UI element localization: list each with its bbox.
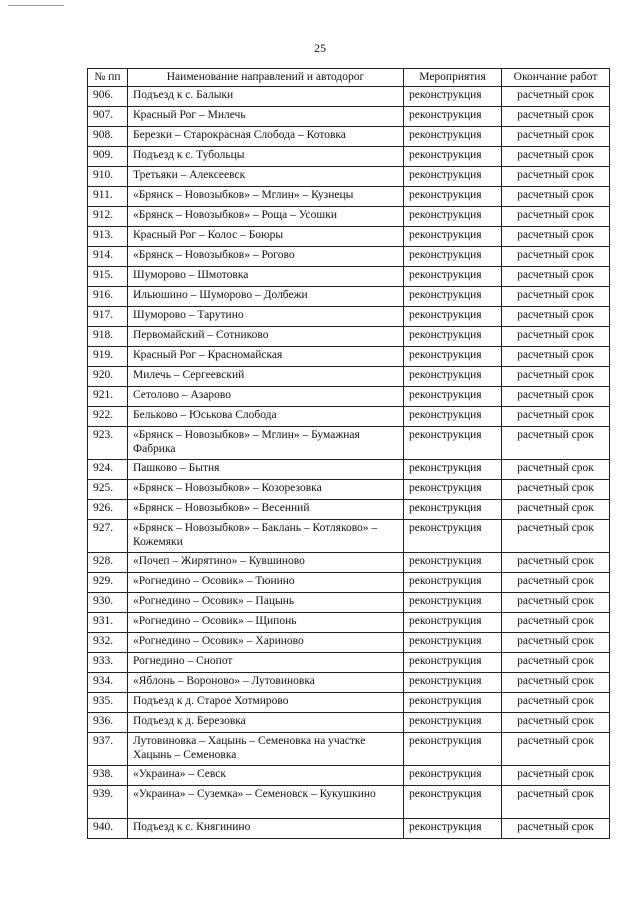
row-end: расчетный срок: [502, 653, 610, 673]
row-number: 913.: [88, 227, 128, 247]
row-number: 936.: [88, 713, 128, 733]
row-action: реконструкция: [404, 187, 502, 207]
row-action: реконструкция: [404, 593, 502, 613]
road-name: Подъезд к с. Балыки: [128, 87, 404, 107]
row-number: 926.: [88, 500, 128, 520]
road-name: «Брянск – Новозыбков» – Козорезовка: [128, 480, 404, 500]
road-name: «Брянск – Новозыбков» – Роща – Усошки: [128, 207, 404, 227]
row-end: расчетный срок: [502, 287, 610, 307]
table-row: [88, 460, 610, 480]
road-name: Пашково – Бытня: [128, 460, 404, 480]
row-end: расчетный срок: [502, 147, 610, 167]
row-end: расчетный срок: [502, 633, 610, 653]
row-action: реконструкция: [404, 766, 502, 786]
table-row: [88, 167, 610, 187]
row-number: 924.: [88, 460, 128, 480]
row-end: расчетный срок: [502, 367, 610, 387]
row-number: 930.: [88, 593, 128, 613]
row-action: реконструкция: [404, 207, 502, 227]
table-row: [88, 227, 610, 247]
row-end: расчетный срок: [502, 427, 610, 460]
row-action: реконструкция: [404, 733, 502, 766]
road-name: Красный Рог – Красномайская: [128, 347, 404, 367]
road-name: Милечь – Сергеевский: [128, 367, 404, 387]
row-end: расчетный срок: [502, 766, 610, 786]
row-end: расчетный срок: [502, 520, 610, 553]
row-number: 915.: [88, 267, 128, 287]
row-end: расчетный срок: [502, 460, 610, 480]
row-number: 910.: [88, 167, 128, 187]
row-end: расчетный срок: [502, 167, 610, 187]
table-row: [88, 327, 610, 347]
row-action: реконструкция: [404, 633, 502, 653]
road-name: «Украина» – Суземка» – Семеновск – Кукушкино: [128, 786, 404, 819]
row-end: расчетный срок: [502, 480, 610, 500]
row-action: реконструкция: [404, 819, 502, 839]
row-number: 938.: [88, 766, 128, 786]
table-row: [88, 613, 610, 633]
row-number: 909.: [88, 147, 128, 167]
row-number: 928.: [88, 553, 128, 573]
table-row: [88, 287, 610, 307]
road-name: Рогнедино – Снопот: [128, 653, 404, 673]
table-row: [88, 713, 610, 733]
table-row: [88, 819, 610, 839]
table-row: [88, 573, 610, 593]
table-row: [88, 407, 610, 427]
table-row: [88, 633, 610, 653]
row-action: реконструкция: [404, 480, 502, 500]
row-number: 906.: [88, 87, 128, 107]
row-end: расчетный срок: [502, 713, 610, 733]
road-name: «Украина» – Севск: [128, 766, 404, 786]
road-name: «Рогнедино – Осовик» – Тюнино: [128, 573, 404, 593]
row-action: реконструкция: [404, 673, 502, 693]
row-action: реконструкция: [404, 347, 502, 367]
row-action: реконструкция: [404, 500, 502, 520]
row-number: 919.: [88, 347, 128, 367]
row-end: расчетный срок: [502, 227, 610, 247]
road-name: Шуморово – Шмотовка: [128, 267, 404, 287]
road-name: «Брянск – Новозыбков» – Мглин» – Бумажная Фабрика: [128, 427, 404, 460]
road-name: «Яблонь – Вороново» – Лутовиновка: [128, 673, 404, 693]
row-end: расчетный срок: [502, 107, 610, 127]
row-action: реконструкция: [404, 427, 502, 460]
row-end: расчетный срок: [502, 593, 610, 613]
row-action: реконструкция: [404, 267, 502, 287]
road-name: «Рогнедино – Осовик» – Хариново: [128, 633, 404, 653]
row-end: расчетный срок: [502, 553, 610, 573]
table-row: [88, 207, 610, 227]
road-name: «Брянск – Новозыбков» – Баклань – Котляково» – Кожемяки: [128, 520, 404, 553]
table-row: [88, 553, 610, 573]
row-number: 920.: [88, 367, 128, 387]
row-action: реконструкция: [404, 287, 502, 307]
table-row: [88, 347, 610, 367]
row-action: реконструкция: [404, 713, 502, 733]
table-row: [88, 247, 610, 267]
row-action: реконструкция: [404, 327, 502, 347]
row-action: реконструкция: [404, 247, 502, 267]
table-row: [88, 786, 610, 819]
row-end: расчетный срок: [502, 387, 610, 407]
row-end: расчетный срок: [502, 187, 610, 207]
row-end: расчетный срок: [502, 247, 610, 267]
row-end: расчетный срок: [502, 127, 610, 147]
table-row: [88, 520, 610, 553]
road-name: Сетолово – Азарово: [128, 387, 404, 407]
table-row: [88, 107, 610, 127]
row-end: расчетный срок: [502, 673, 610, 693]
table-row: [88, 267, 610, 287]
row-number: 940.: [88, 819, 128, 839]
row-end: расчетный срок: [502, 327, 610, 347]
row-number: 922.: [88, 407, 128, 427]
row-action: реконструкция: [404, 387, 502, 407]
row-end: расчетный срок: [502, 693, 610, 713]
row-end: расчетный срок: [502, 207, 610, 227]
row-number: 937.: [88, 733, 128, 766]
row-number: 935.: [88, 693, 128, 713]
header-name: Наименование направлений и автодорог: [128, 69, 404, 87]
road-name: «Брянск – Новозыбков» – Весенний: [128, 500, 404, 520]
row-number: 934.: [88, 673, 128, 693]
table-body: [88, 87, 610, 839]
table-row: [88, 367, 610, 387]
header-number: № пп: [88, 69, 128, 87]
road-name: Лутовиновка – Хацынь – Семеновка на участке Хацынь – Семеновка: [128, 733, 404, 766]
row-number: 917.: [88, 307, 128, 327]
road-name: Красный Рог – Колос – Боюры: [128, 227, 404, 247]
road-name: Подъезд к с. Тубольцы: [128, 147, 404, 167]
road-name: Шуморово – Тарутино: [128, 307, 404, 327]
page-number: 25: [314, 41, 326, 55]
row-number: 911.: [88, 187, 128, 207]
road-name: «Брянск – Новозыбков» – Мглин» – Кузнецы: [128, 187, 404, 207]
road-name: «Рогнедино – Осовик» – Пацынь: [128, 593, 404, 613]
road-name: «Брянск – Новозыбков» – Рогово: [128, 247, 404, 267]
row-number: 908.: [88, 127, 128, 147]
table-row: [88, 733, 610, 766]
table-row: [88, 693, 610, 713]
road-name: Красный Рог – Милечь: [128, 107, 404, 127]
row-end: расчетный срок: [502, 87, 610, 107]
road-name: Третьяки – Алексеевск: [128, 167, 404, 187]
row-number: 914.: [88, 247, 128, 267]
row-number: 939.: [88, 786, 128, 819]
road-name: Подъезд к с. Княгинино: [128, 819, 404, 839]
table-row: [88, 127, 610, 147]
row-action: реконструкция: [404, 553, 502, 573]
table-row: [88, 673, 610, 693]
road-name: Подъезд к д. Старое Хотмирово: [128, 693, 404, 713]
row-number: 931.: [88, 613, 128, 633]
row-number: 907.: [88, 107, 128, 127]
road-name: Первомайский – Сотниково: [128, 327, 404, 347]
row-end: расчетный срок: [502, 307, 610, 327]
row-action: реконструкция: [404, 107, 502, 127]
row-end: расчетный срок: [502, 819, 610, 839]
scan-edge-line: [8, 5, 64, 6]
row-end: расчетный срок: [502, 573, 610, 593]
row-end: расчетный срок: [502, 267, 610, 287]
row-number: 929.: [88, 573, 128, 593]
row-action: реконструкция: [404, 693, 502, 713]
row-end: расчетный срок: [502, 733, 610, 766]
row-action: реконструкция: [404, 653, 502, 673]
table-row: [88, 307, 610, 327]
table-row: [88, 480, 610, 500]
road-name: «Рогнедино – Осовик» – Щипонь: [128, 613, 404, 633]
row-number: 916.: [88, 287, 128, 307]
row-number: 923.: [88, 427, 128, 460]
row-action: реконструкция: [404, 573, 502, 593]
row-number: 921.: [88, 387, 128, 407]
table-row: [88, 147, 610, 167]
row-number: 933.: [88, 653, 128, 673]
road-name: Бельково – Юськова Слобода: [128, 407, 404, 427]
road-name: Ильюшино – Шуморово – Долбежи: [128, 287, 404, 307]
table-row: [88, 87, 610, 107]
road-name: Подъезд к д. Березовка: [128, 713, 404, 733]
roads-table: [87, 68, 610, 839]
row-number: 912.: [88, 207, 128, 227]
table-header-row: [88, 69, 610, 87]
row-action: реконструкция: [404, 460, 502, 480]
row-action: реконструкция: [404, 87, 502, 107]
row-number: 932.: [88, 633, 128, 653]
table-row: [88, 387, 610, 407]
row-action: реконструкция: [404, 307, 502, 327]
table-row: [88, 593, 610, 613]
row-action: реконструкция: [404, 227, 502, 247]
header-end: Окончание работ: [502, 69, 610, 87]
header-action: Мероприятия: [404, 69, 502, 87]
road-name: «Почеп – Жирятино» – Кувшиново: [128, 553, 404, 573]
row-action: реконструкция: [404, 167, 502, 187]
row-action: реконструкция: [404, 520, 502, 553]
row-end: расчетный срок: [502, 407, 610, 427]
row-end: расчетный срок: [502, 500, 610, 520]
row-number: 918.: [88, 327, 128, 347]
row-action: реконструкция: [404, 127, 502, 147]
row-action: реконструкция: [404, 367, 502, 387]
row-action: реконструкция: [404, 407, 502, 427]
table-row: [88, 427, 610, 460]
road-name: Березки – Старокрасная Слобода – Котовка: [128, 127, 404, 147]
table-row: [88, 766, 610, 786]
table-row: [88, 653, 610, 673]
table-row: [88, 500, 610, 520]
table-row: [88, 187, 610, 207]
row-number: 927.: [88, 520, 128, 553]
row-end: расчетный срок: [502, 347, 610, 367]
row-action: реконструкция: [404, 786, 502, 819]
row-end: расчетный срок: [502, 613, 610, 633]
row-end: расчетный срок: [502, 786, 610, 819]
row-number: 925.: [88, 480, 128, 500]
row-action: реконструкция: [404, 613, 502, 633]
row-action: реконструкция: [404, 147, 502, 167]
